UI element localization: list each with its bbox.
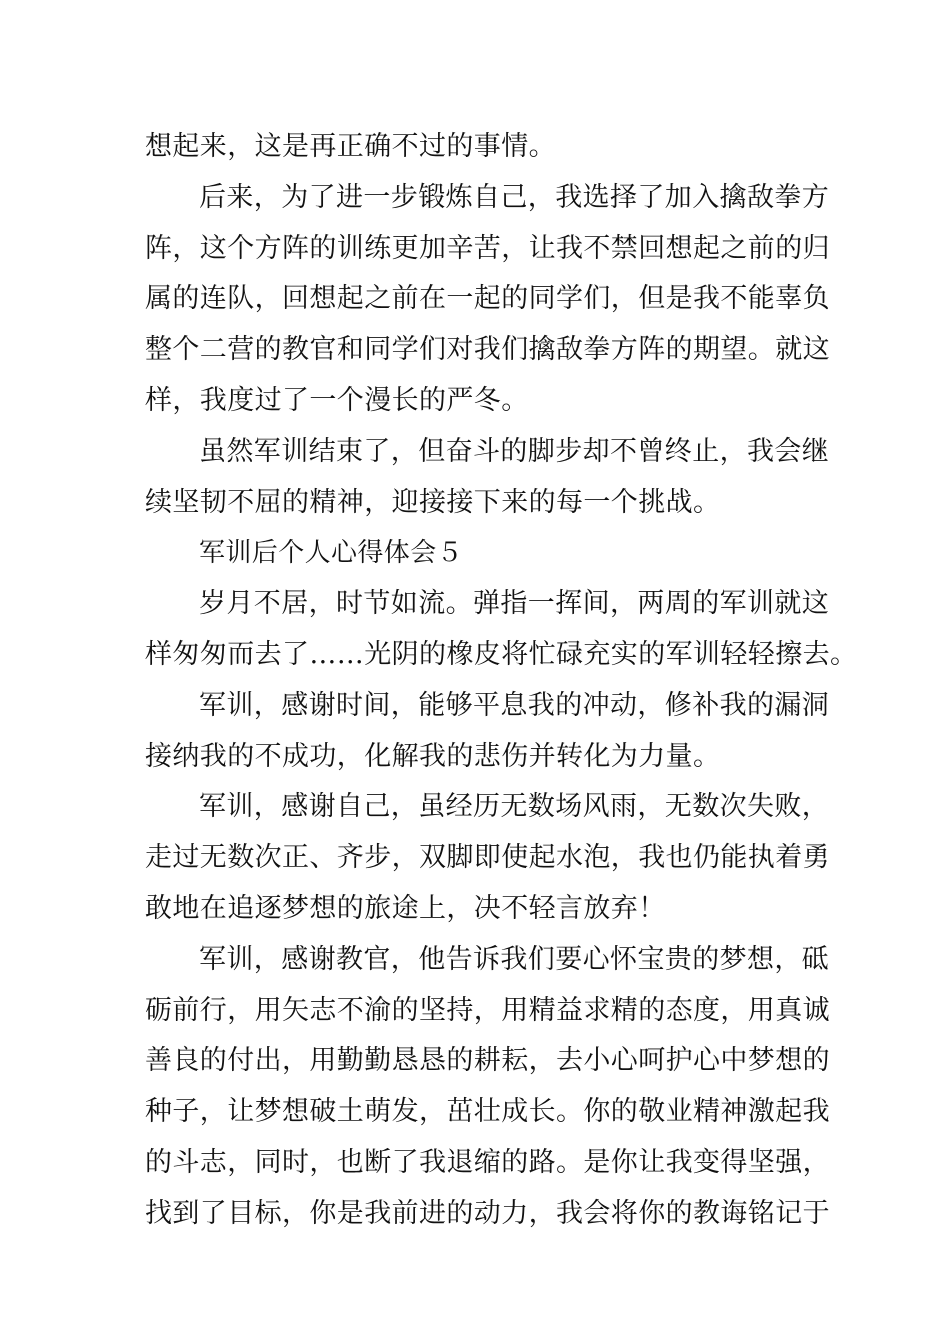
text-line-10: 岁月不居，时节如流。弹指一挥间，两周的军训就这: [199, 588, 830, 620]
text-line-6: 样，我度过了一个漫长的严冬。: [145, 384, 529, 416]
text-line-14: 军训，感谢自己，虽经历无数场风雨，无数次失败，: [199, 791, 830, 823]
section-heading: 军训后个人心得体会５: [199, 538, 464, 569]
text-line-15: 走过无数次正、齐步，双脚即使起水泡，我也仍能执着勇: [145, 842, 830, 874]
text-line-22: 找到了目标，你是我前进的动力，我会将你的教诲铭记于: [145, 1197, 830, 1229]
text-line-8: 续坚韧不屈的精神，迎接接下来的每一个挑战。: [145, 486, 721, 518]
text-line-1: 想起来，这是再正确不过的事情。: [145, 131, 556, 162]
text-line-17: 军训，感谢教官，他告诉我们要心怀宝贵的梦想，砥: [199, 943, 830, 975]
text-line-16: 敢地在追逐梦想的旅途上，决不轻言放弃！: [145, 892, 666, 924]
text-line-7: 虽然军训结束了，但奋斗的脚步却不曾终止，我会继: [199, 435, 830, 467]
text-line-20: 种子，让梦想破土萌发，茁壮成长。你的敬业精神激起我: [145, 1096, 830, 1128]
text-line-18: 砺前行，用矢志不渝的坚持，用精益求精的态度，用真诚: [145, 994, 830, 1026]
document-text: [145, 122, 858, 1240]
text-line-21: 的斗志，同时，也断了我退缩的路。是你让我变得坚强，: [145, 1146, 830, 1178]
text-line-19: 善良的付出，用勤勤恳恳的耕耘，去小心呵护心中梦想的: [145, 1045, 830, 1077]
text-line-3: 阵，这个方阵的训练更加辛苦，让我不禁回想起之前的归: [145, 232, 830, 264]
text-line-12: 军训，感谢时间，能够平息我的冲动，修补我的漏洞: [199, 689, 830, 721]
text-line-5: 整个二营的教官和同学们对我们擒敌拳方阵的期望。就这: [145, 334, 830, 366]
text-line-2: 后来，为了进一步锻炼自己，我选择了加入擒敌拳方: [199, 181, 830, 213]
text-line-11: 样匆匆而去了……光阴的橡皮将忙碌充实的军训轻轻擦去。: [145, 638, 858, 670]
text-line-13: 接纳我的不成功，化解我的悲伤并转化为力量。: [145, 740, 721, 772]
text-line-4: 属的连队，回想起之前在一起的同学们，但是我不能辜负: [145, 283, 830, 315]
